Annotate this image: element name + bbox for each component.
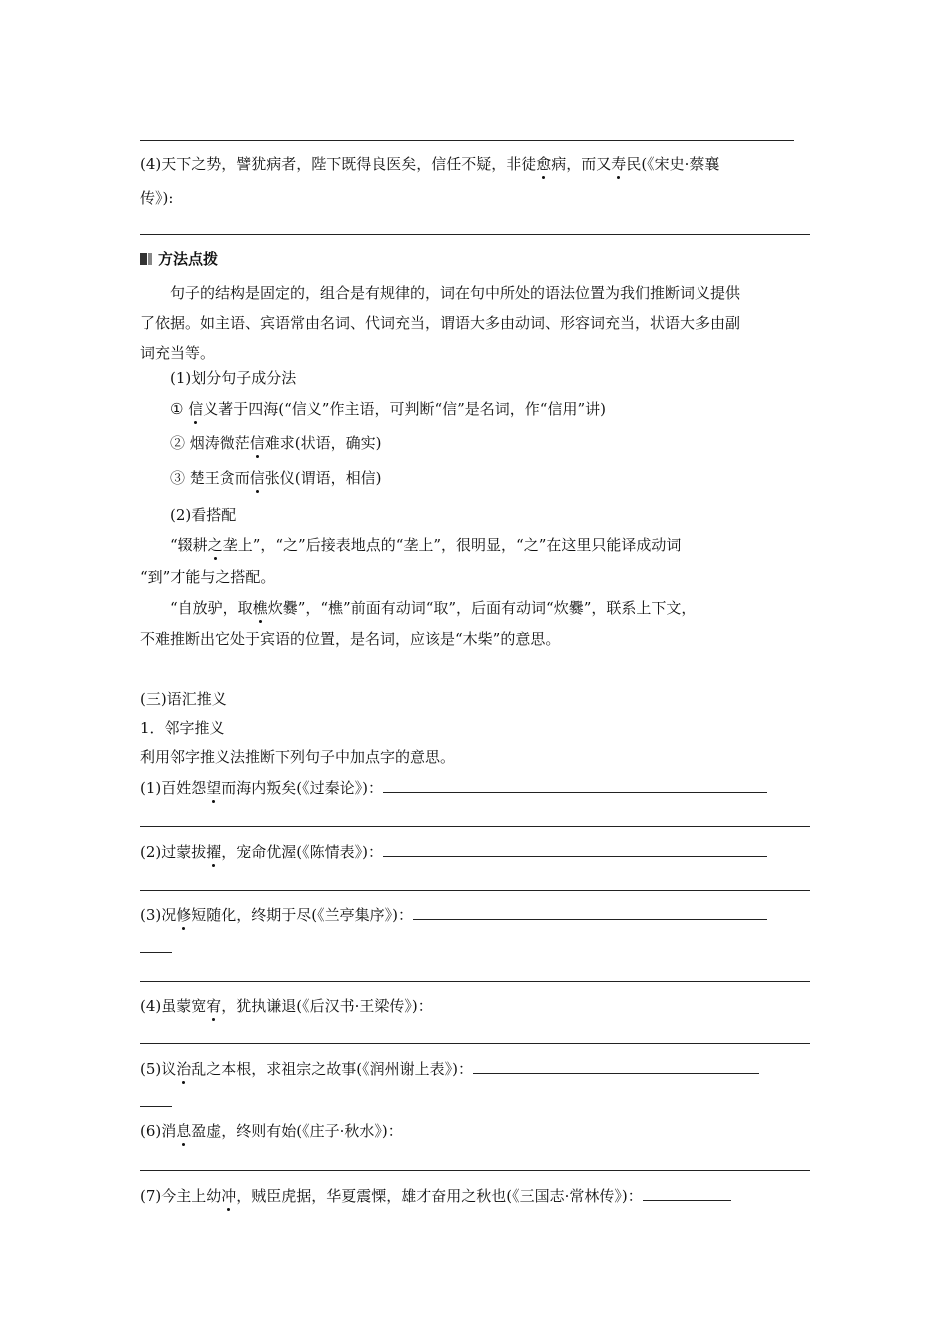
dotted-char: 樵: [252, 599, 268, 617]
answer-line[interactable]: [140, 952, 172, 953]
answer-line[interactable]: [140, 1043, 810, 1044]
dotted-char: 之: [207, 536, 223, 554]
answer-line[interactable]: [140, 234, 810, 235]
method-heading: 方法点拨: [140, 249, 810, 269]
dotted-char: 信: [249, 434, 265, 452]
answer-line[interactable]: [140, 1170, 810, 1171]
answer-blank[interactable]: [383, 842, 767, 857]
answer-blank[interactable]: [383, 778, 767, 793]
question-2: (2)过蒙拔擢，宠命优渥(《陈情表》)：: [140, 842, 810, 862]
instruction: 利用邻字推义法推断下列句子中加点字的意思。: [140, 748, 456, 766]
dotted-char: 宥: [206, 997, 222, 1015]
section-sub-heading: 1．邻字推义: [140, 719, 225, 737]
answer-line[interactable]: [140, 1106, 172, 1107]
dotted-char: 寿: [611, 155, 627, 173]
method-paragraph: 词充当等。: [140, 344, 216, 362]
answer-blank[interactable]: [473, 1059, 759, 1074]
dotted-char: 愈: [536, 155, 552, 173]
answer-blank[interactable]: [643, 1186, 731, 1201]
question-3: (3)况修短随化，终期于尽(《兰亭集序》)：: [140, 905, 810, 925]
example-3: ③ 楚王贪而信张仪(谓语，相信): [170, 469, 382, 487]
dotted-char: 治: [176, 1060, 192, 1078]
example-2: ② 烟涛微茫信难求(状语，确实): [170, 434, 382, 452]
answer-line[interactable]: [140, 826, 810, 827]
method-paragraph: 句子的结构是固定的，组合是有规律的，词在句中所处的语法位置为我们推断词义提供: [170, 284, 741, 302]
dotted-char: 擢: [206, 843, 222, 861]
question-6: (6)消息盈虚，终则有始(《庄子·秋水》)：: [140, 1122, 403, 1140]
method-sub-heading: (1)划分句子成分法: [170, 369, 297, 387]
answer-line[interactable]: [140, 140, 794, 141]
method-paragraph: 了依据。如主语、宾语常由名词、代词充当，谓语大多由动词、形容词充当，状语大多由副: [140, 314, 741, 332]
dotted-char: 冲: [221, 1187, 237, 1205]
section-title: (三)语汇推义: [140, 690, 227, 708]
question-1: (1)百姓怨望而海内叛矣(《过秦论》)：: [140, 778, 810, 798]
section-marker-icon: [140, 253, 152, 265]
answer-blank[interactable]: [413, 905, 767, 920]
question-7: (7)今主上幼冲，贼臣虎据，华夏震慄，雄才奋用之秋也(《三国志·常林传》)：: [140, 1186, 810, 1206]
question-4: (4)虽蒙宽宥，犹执谦退(《后汉书·王梁传》)：: [140, 997, 433, 1015]
dotted-char: 修: [176, 906, 192, 924]
dotted-char: 息: [176, 1122, 192, 1140]
question-4-prev-cont: 传》):: [140, 189, 174, 207]
dotted-char: 信: [249, 469, 265, 487]
example-1: ① 信义著于四海(“信义”作主语，可判断“信”是名词，作“信用”讲): [170, 400, 606, 418]
example-4: “辍耕之垄上”，“之”后接表地点的“垄上”，很明显，“之”在这里只能译成动词: [170, 536, 682, 554]
question-4-prev: (4)天下之势，譬犹病者，陛下既得良医矣，信任不疑，非徒愈病，而又寿民(《宋史·蔡襄: [140, 155, 720, 173]
dotted-char: 望: [206, 779, 222, 797]
example-5-cont: 不难推断出它处于宾语的位置，是名词，应该是“木柴”的意思。: [140, 630, 561, 648]
method-sub-heading: (2)看搭配: [170, 506, 237, 524]
answer-line[interactable]: [140, 890, 810, 891]
example-5: “自放驴，取樵炊爨”，“樵”前面有动词“取”，后面有动词“炊爨”，联系上下文，: [170, 599, 697, 617]
example-4-cont: “到”才能与之搭配。: [140, 568, 276, 586]
question-5: (5)议治乱之本根，求祖宗之故事(《润州谢上表》)：: [140, 1059, 810, 1079]
answer-line[interactable]: [140, 981, 810, 982]
dotted-char: 信: [188, 400, 204, 418]
